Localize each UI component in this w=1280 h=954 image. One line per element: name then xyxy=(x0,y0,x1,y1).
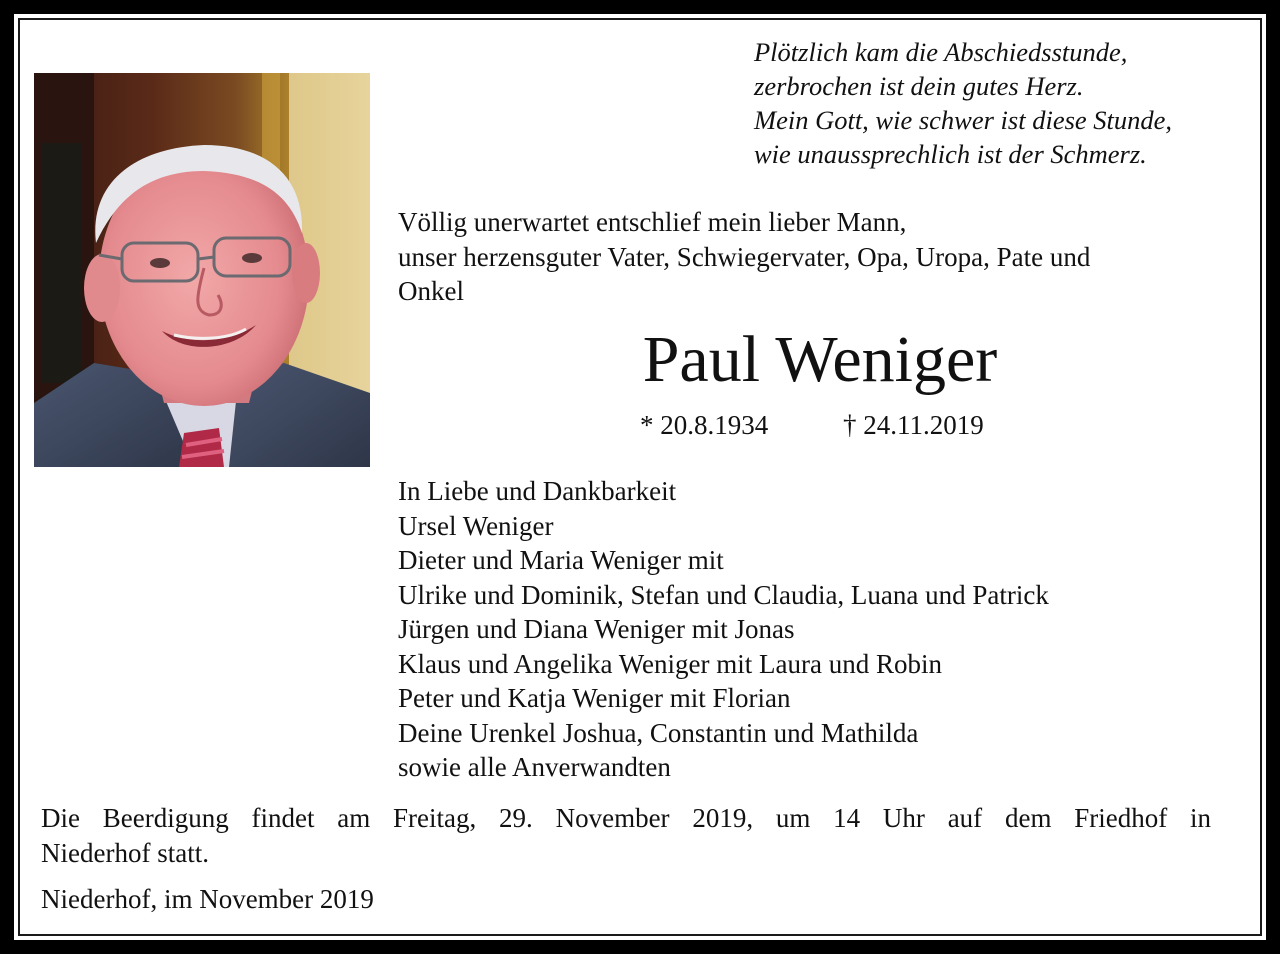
birth-date: * 20.8.1934 xyxy=(640,410,769,440)
poem-line: Mein Gott, wie schwer ist diese Stunde, xyxy=(754,105,1173,135)
deceased-name: Paul Weniger xyxy=(642,323,998,396)
mourner-line: Klaus und Angelika Weniger mit Laura und Robin xyxy=(398,648,942,679)
intro-text xyxy=(398,205,1248,309)
place-and-date: Niederhof, im November 2019 xyxy=(41,884,374,914)
mourner-line: sowie alle Anverwandten xyxy=(398,752,671,782)
mourners-list xyxy=(398,474,1248,785)
mourner-line: Ulrike und Dominik, Stefan und Claudia, Luana und Patrick xyxy=(398,579,1049,610)
intro-line: unser herzensguter Vater, Schwiegervater, Opa, Uropa, Pate und xyxy=(398,241,1091,272)
mourner-line: Ursel Weniger xyxy=(398,510,554,541)
funeral-line: Die Beerdigung findet am Freitag, 29. November 2019, um 14 Uhr auf dem Friedhof in xyxy=(41,803,1211,833)
mourner-line: Dieter und Maria Weniger mit xyxy=(398,545,724,575)
poem-line: Plötzlich kam die Abschiedsstunde, xyxy=(754,37,1128,67)
poem xyxy=(754,35,1254,171)
portrait-photo xyxy=(34,73,370,467)
funeral-notice xyxy=(41,801,1211,870)
death-date: † 24.11.2019 xyxy=(843,410,984,440)
intro-line: Onkel xyxy=(398,276,464,306)
funeral-line: Niederhof statt. xyxy=(41,837,209,868)
mourner-line: Deine Urenkel Joshua, Constantin und Mathilda xyxy=(398,717,919,748)
mourner-line: Peter und Katja Weniger mit Florian xyxy=(398,683,791,713)
mourner-line: Jürgen und Diana Weniger mit Jonas xyxy=(398,614,795,644)
poem-line: zerbrochen ist dein gutes Herz. xyxy=(754,71,1084,101)
intro-line: Völlig unerwartet entschlief mein lieber Mann, xyxy=(398,207,907,237)
mourner-line: In Liebe und Dankbarkeit xyxy=(398,476,677,506)
poem-line: wie unaussprechlich ist der Schmerz. xyxy=(754,139,1147,169)
